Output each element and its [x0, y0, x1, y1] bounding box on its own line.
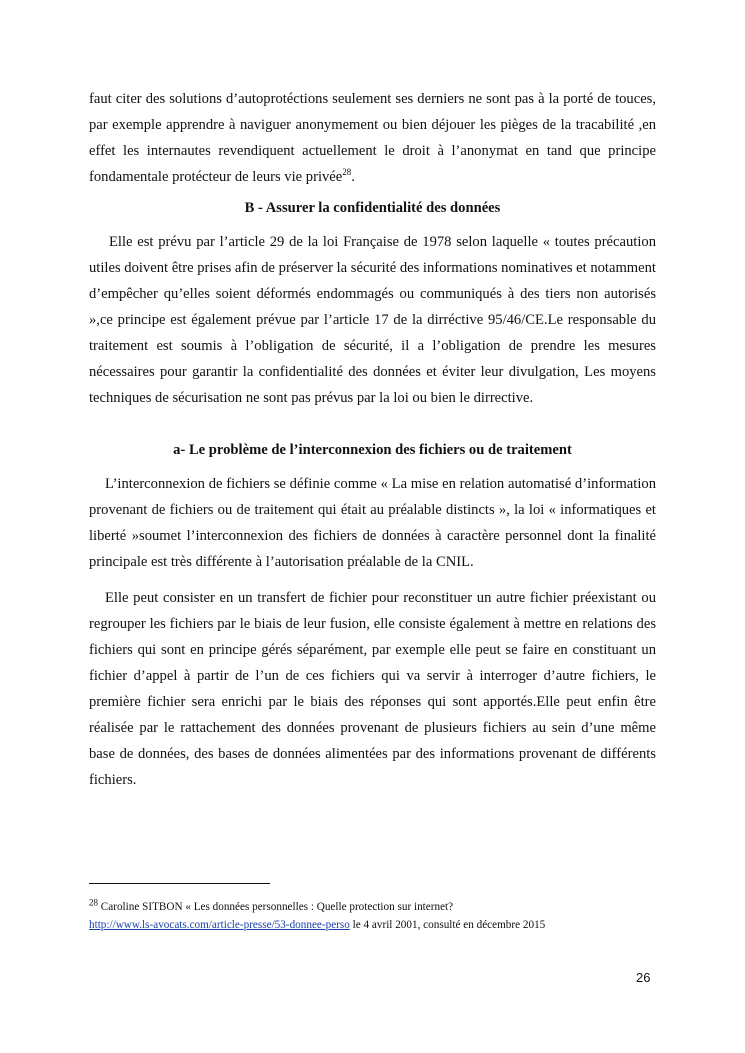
footnote-link[interactable]: http://www.ls-avocats.com/article-presse/53-donnee-perso	[89, 919, 350, 931]
section-heading-b: B - Assurer la confidentialité des données	[244, 200, 501, 216]
footnote-date: le 4 avril 2001, consulté en décembre 2015	[349, 919, 546, 931]
footnote-number: 28	[89, 897, 98, 908]
paragraph-interconnexion: L’interconnexion de fichiers se définie comme « La mise en relation automatisé d’information provenant de fichiers ou de traitement qui était au préalable distincts », la loi « informatiques et liberté »soumet l’interconnexion des fichiers de données à caractère personnel dont la finalité principale est très différente à l’autorisation préalable de la CNIL.	[89, 476, 656, 570]
section-heading-a: a- Le problème de l’interconnexion des fichiers ou de traitement	[173, 442, 572, 458]
paragraph-intro-text: faut citer des solutions d’autoprotéctions seulement ses derniers ne sont pas à la porté de touces, par exemple apprendre à naviguer anonymement ou bien déjouer les pièges de la tracabilité ,en effet les internautes revendiquent actuellement le droit à l’anonymat en tand que principe fondamentale protécteur de leurs vie privée	[89, 91, 656, 185]
document-body	[89, 86, 656, 793]
footnote-reference[interactable]: 28	[342, 167, 352, 178]
footnote-separator	[89, 883, 270, 884]
paragraph-intro	[89, 86, 656, 190]
footnote	[89, 898, 659, 934]
footnote-line-2	[89, 916, 659, 934]
paragraph-transfert: Elle peut consister en un transfert de fichier pour reconstituer un autre fichier préexistant ou regrouper les fichiers par le biais de leur fusion, elle consiste également à mettre en relations des fichiers qui sont en principe gérés séparément, par exemple elle peut se faire en constituant un fichier d’appel à partir de l’un de ces fichiers qui va servir à interroger d’autre fichiers, le première fichier sera enrichi par le biais des réponses qui sont apportés.Elle peut enfin être réalisée par le rattachement des données provenant de plusieurs fichiers au sein d’une même base de données, des bases de données alimentées par des informations provenant de différents fichiers.	[89, 590, 656, 788]
page-number: 26	[636, 970, 651, 985]
paragraph-spacer	[89, 575, 656, 585]
footnote-line-1	[89, 898, 659, 916]
paragraph-confidentiality: Elle est prévu par l’article 29 de la loi Française de 1978 selon laquelle « toutes précaution utiles doivent être prises afin de préserver la sécurité des informations nominatives et notamment d’empêcher qu’elles soient déformés endommagés ou communiqués à des tiers non autorisés »,ce principe est également prévue par l’article 17 de la dirréctive 95/46/CE.Le responsable du traitement est soumis à l’obligation de sécurité, il a l’obligation de prendre les mesures nécessaires pour garantir la confidentialité des données et éviter leur divulgation, Les moyens techniques de sécurisation ne sont pas prévus par la loi ou bien le dirrective.	[89, 234, 656, 406]
paragraph-intro-end: .	[351, 169, 355, 185]
footnote-text: Caroline SITBON « Les données personnelles : Quelle protection sur internet?	[98, 901, 454, 913]
